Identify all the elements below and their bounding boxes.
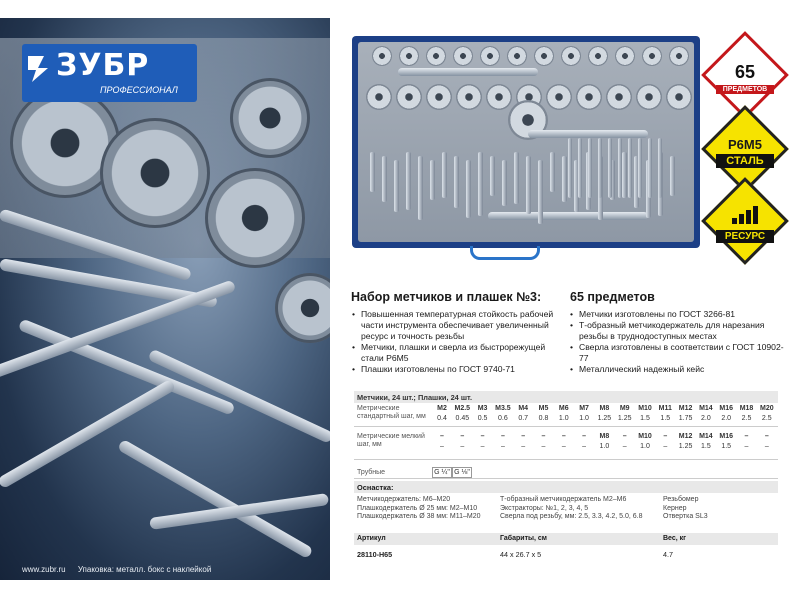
feature-item: • Т-образный метчикодержатель для нарезания резьбы в труднодоступных местах	[570, 320, 785, 342]
website-link[interactable]: www.zubr.ru	[22, 565, 66, 574]
fine-size-cell: –	[744, 433, 749, 440]
coarse-pitch-cell: 0.6	[498, 415, 508, 422]
drill-image	[18, 318, 236, 415]
feature-item: • Метчики изготовлены по ГОСТ 3266-81	[570, 309, 785, 320]
fine-pitch-cell: 1.0	[599, 443, 610, 450]
tap-image	[0, 379, 176, 489]
coarse-pitch-label: Метрические стандартный шаг, мм	[357, 405, 426, 420]
thread-size-cell: M16	[719, 405, 733, 412]
brand-name: ЗУБР	[56, 48, 150, 83]
thread-size-cell: M3	[477, 405, 488, 412]
badge-steel-grade: Р6М5	[728, 137, 762, 152]
die-image	[534, 46, 554, 66]
coarse-pitch-cell: 2.0	[721, 415, 732, 422]
fine-size-cell: –	[764, 433, 769, 440]
pipe-label: Трубные	[357, 469, 386, 476]
badge-count-label: ПРЕДМЕТОВ	[716, 85, 774, 94]
fine-size-cell: M10	[638, 433, 652, 440]
fine-size-cell: –	[541, 433, 546, 440]
equipment-col-3	[663, 496, 773, 522]
case-interior	[358, 42, 694, 242]
equipment-header: Оснастка:	[354, 481, 778, 493]
die-image	[642, 46, 662, 66]
drill-image	[648, 138, 652, 198]
fine-pitch-cell: 1.5	[721, 443, 732, 450]
tap-image	[442, 152, 447, 198]
tap-image	[514, 152, 519, 204]
drill-image	[588, 138, 592, 198]
tap-image	[382, 156, 387, 202]
equipment-item: Плашкодержатель Ø 25 мм: М2–М10	[357, 504, 478, 512]
product-title: Набор метчиков и плашек №3:	[351, 290, 542, 304]
fine-pitch-label: Метрические мелкий шаг, мм	[357, 433, 425, 448]
article-heading: Артикул	[357, 535, 386, 542]
die-image	[507, 46, 527, 66]
die-image	[666, 84, 692, 110]
fine-pitch-cell: –	[460, 443, 465, 450]
tap-image	[502, 160, 507, 206]
coarse-pitch-cell: 2.5	[761, 415, 772, 422]
die-image	[588, 46, 608, 66]
badge-count-number: 65	[734, 62, 756, 82]
feature-item: • Плашки изготовлены по ГОСТ 9740-71	[352, 364, 567, 375]
equipment-item: Отвертка SL3	[663, 513, 708, 521]
equipment-item: Плашкодержатель Ø 38 мм: М11–М20	[357, 513, 481, 521]
weight-value: 4.7	[663, 550, 673, 559]
equipment-item: Резьбомер	[663, 496, 699, 503]
die-image	[546, 84, 572, 110]
die-image	[366, 84, 392, 110]
fine-size-cell: –	[480, 433, 485, 440]
fine-size-cell: M16	[719, 433, 733, 440]
coarse-pitch-cell: 0.45	[455, 415, 470, 422]
feature-item: • Металлический надежный кейс	[570, 364, 785, 375]
tap-image	[466, 160, 471, 218]
packaging-note: Упаковка: металл. бокс с наклейкой	[77, 565, 212, 574]
drill-image	[147, 349, 330, 444]
fine-pitch-cell: –	[663, 443, 668, 450]
die-image	[230, 78, 310, 158]
size-heading: Габариты, см	[500, 535, 547, 542]
thread-size-cell: M8	[599, 405, 610, 412]
thread-size-cell: M12	[678, 405, 693, 412]
die-image	[669, 46, 689, 66]
drill-image	[568, 138, 572, 198]
die-image	[426, 46, 446, 66]
die-image	[480, 46, 500, 66]
fine-size-cell: M12	[678, 433, 693, 440]
tap-image	[550, 152, 555, 192]
product-case-photo	[352, 36, 700, 248]
tap-image	[670, 156, 675, 196]
thread-size-cell: M5	[538, 405, 549, 412]
fine-size-cell: M8	[599, 433, 610, 440]
article-number: 28110-H65	[357, 550, 393, 559]
die-image	[576, 84, 602, 110]
fine-pitch-cell: –	[582, 443, 587, 450]
coarse-pitch-cell: 0.4	[437, 415, 447, 422]
spec-header: Метчики, 24 шт.; Плашки, 24 шт.	[354, 391, 778, 403]
fine-pitch-cell: –	[521, 443, 526, 450]
coarse-pitch-cell: 1.0	[579, 415, 589, 422]
resource-bars-icon	[732, 206, 758, 224]
items-count-title: 65 предметов	[570, 290, 655, 304]
handle-image	[488, 212, 648, 220]
equipment-item: Т-образный метчикодержатель М2–М6	[500, 496, 627, 503]
coarse-pitch-cell: 1.5	[640, 415, 650, 422]
brand-tagline: ПРОФЕССИОНАЛ	[100, 85, 178, 95]
fine-pitch-cell: –	[744, 443, 749, 450]
coarse-pitch-cell: 2.5	[741, 415, 752, 422]
tap-image	[370, 152, 375, 192]
fine-pitch-cell: –	[561, 443, 566, 450]
fine-size-cell: –	[500, 433, 505, 440]
features-list-left	[352, 309, 567, 375]
pipe-size-1: G ¼"	[432, 467, 452, 478]
die-image	[486, 84, 512, 110]
thread-size-cell: M14	[699, 405, 713, 412]
drill-image	[598, 138, 602, 198]
fine-pitch-cell: –	[764, 443, 769, 450]
fine-size-cell: –	[521, 433, 526, 440]
equipment-item: Метчикодержатель: М6–М20	[357, 496, 451, 503]
product-photo-closeup	[0, 18, 330, 580]
badge-steel-label: СТАЛЬ	[716, 154, 774, 168]
fine-pitch-cell: –	[622, 443, 627, 450]
coarse-pitch-cell: 0.7	[518, 415, 529, 422]
fine-pitch-cell: –	[440, 443, 444, 450]
drill-image	[618, 138, 622, 198]
handle-image	[398, 68, 538, 76]
badge-resource-label: РЕСУРС	[716, 230, 774, 243]
logo-mark-icon	[28, 54, 48, 84]
drill-image	[608, 138, 612, 198]
coarse-pitch-cell: 1.75	[678, 415, 693, 422]
left-footer	[22, 565, 221, 574]
die-image	[453, 46, 473, 66]
feature-item: • Метчики, плашки и сверла из быстрорежущей стали Р6М5	[352, 342, 567, 364]
dimensions-value: 44 x 26.7 x 5	[500, 550, 542, 559]
article-header	[354, 533, 778, 545]
thread-size-cell: M6	[558, 405, 569, 412]
die-image	[100, 118, 210, 228]
coarse-pitch-cell: 1.5	[660, 415, 671, 422]
fine-size-cell: –	[622, 433, 627, 440]
die-image	[561, 46, 581, 66]
fine-size-cell: –	[663, 433, 668, 440]
drill-image	[638, 138, 642, 198]
pipe-size-2: G ⅛"	[452, 467, 472, 478]
feature-item: • Повышенная температурная стойкость рабочей части инструмента обеспечивает увеличенный ресурс и точность резьбы	[352, 309, 567, 342]
thread-size-cell: M2	[437, 405, 447, 412]
tap-image	[478, 152, 483, 216]
fine-size-cell: –	[440, 433, 444, 440]
tap-image	[394, 160, 399, 212]
equipment-item: Сверла под резьбу, мм: 2.5, 3.3, 4.2, 5.0, 6.8	[500, 513, 643, 521]
equipment-col-2	[500, 496, 660, 522]
tap-image	[418, 156, 423, 220]
fine-pitch-cell: –	[541, 443, 546, 450]
tap-image	[526, 156, 531, 214]
fine-pitch-cell: 1.5	[701, 443, 711, 450]
fine-pitch-cell: 1.0	[640, 443, 650, 450]
die-image	[615, 46, 635, 66]
feature-item: • Сверла изготовлены в соответствии с ГОСТ 10902-77	[570, 342, 785, 364]
drill-image	[658, 138, 662, 198]
die-image	[275, 273, 330, 343]
coarse-pitch-cell: 1.25	[617, 415, 632, 422]
handle-image	[528, 130, 648, 138]
thread-size-cell: M4	[518, 405, 529, 412]
tap-image	[149, 493, 329, 530]
die-image	[396, 84, 422, 110]
thread-size-cell: M9	[619, 405, 630, 412]
case-handle	[470, 246, 540, 260]
thread-size-cell: M11	[658, 405, 672, 412]
thread-size-cell: M10	[638, 405, 652, 412]
weight-heading: Вес, кг	[663, 535, 687, 542]
fine-size-cell: –	[460, 433, 465, 440]
fine-pitch-cell: –	[480, 443, 485, 450]
tap-image	[622, 152, 627, 198]
die-image	[372, 46, 392, 66]
tap-image	[490, 156, 495, 196]
thread-size-cell: M3.5	[495, 405, 511, 412]
fine-pitch-cell: 1.25	[678, 443, 693, 450]
coarse-pitch-cell: 0.5	[477, 415, 488, 422]
tap-image	[538, 160, 543, 224]
die-image	[205, 168, 305, 268]
thread-size-cell: M18	[739, 405, 754, 412]
thread-size-cell: M2.5	[454, 405, 471, 412]
die-image	[426, 84, 452, 110]
drill-image	[628, 138, 632, 198]
coarse-pitch-cell: 2.0	[701, 415, 711, 422]
fine-size-cell: –	[561, 433, 566, 440]
thread-size-cell: M20	[759, 405, 774, 412]
thread-size-cell: M7	[579, 405, 589, 412]
drill-image	[578, 138, 582, 198]
die-image	[399, 46, 419, 66]
equipment-col-1	[357, 496, 497, 522]
coarse-pitch-cell: 0.8	[538, 415, 549, 422]
equipment-item: Кернер	[663, 504, 687, 512]
coarse-pitch-cell: 1.25	[597, 415, 612, 422]
tap-image	[562, 156, 567, 202]
tap-image	[454, 156, 459, 208]
fine-size-cell: –	[582, 433, 587, 440]
equipment-item: Экстракторы: №1, 2, 3, 4, 5	[500, 504, 589, 512]
die-image	[606, 84, 632, 110]
brand-logo	[22, 44, 197, 102]
fine-pitch-cell: –	[500, 443, 505, 450]
die-image	[636, 84, 662, 110]
die-image	[456, 84, 482, 110]
features-list-right	[570, 309, 785, 375]
coarse-pitch-cell: 1.0	[558, 415, 569, 422]
tap-image	[406, 152, 411, 210]
fine-size-cell: M14	[699, 433, 713, 440]
tap-image	[430, 160, 435, 200]
